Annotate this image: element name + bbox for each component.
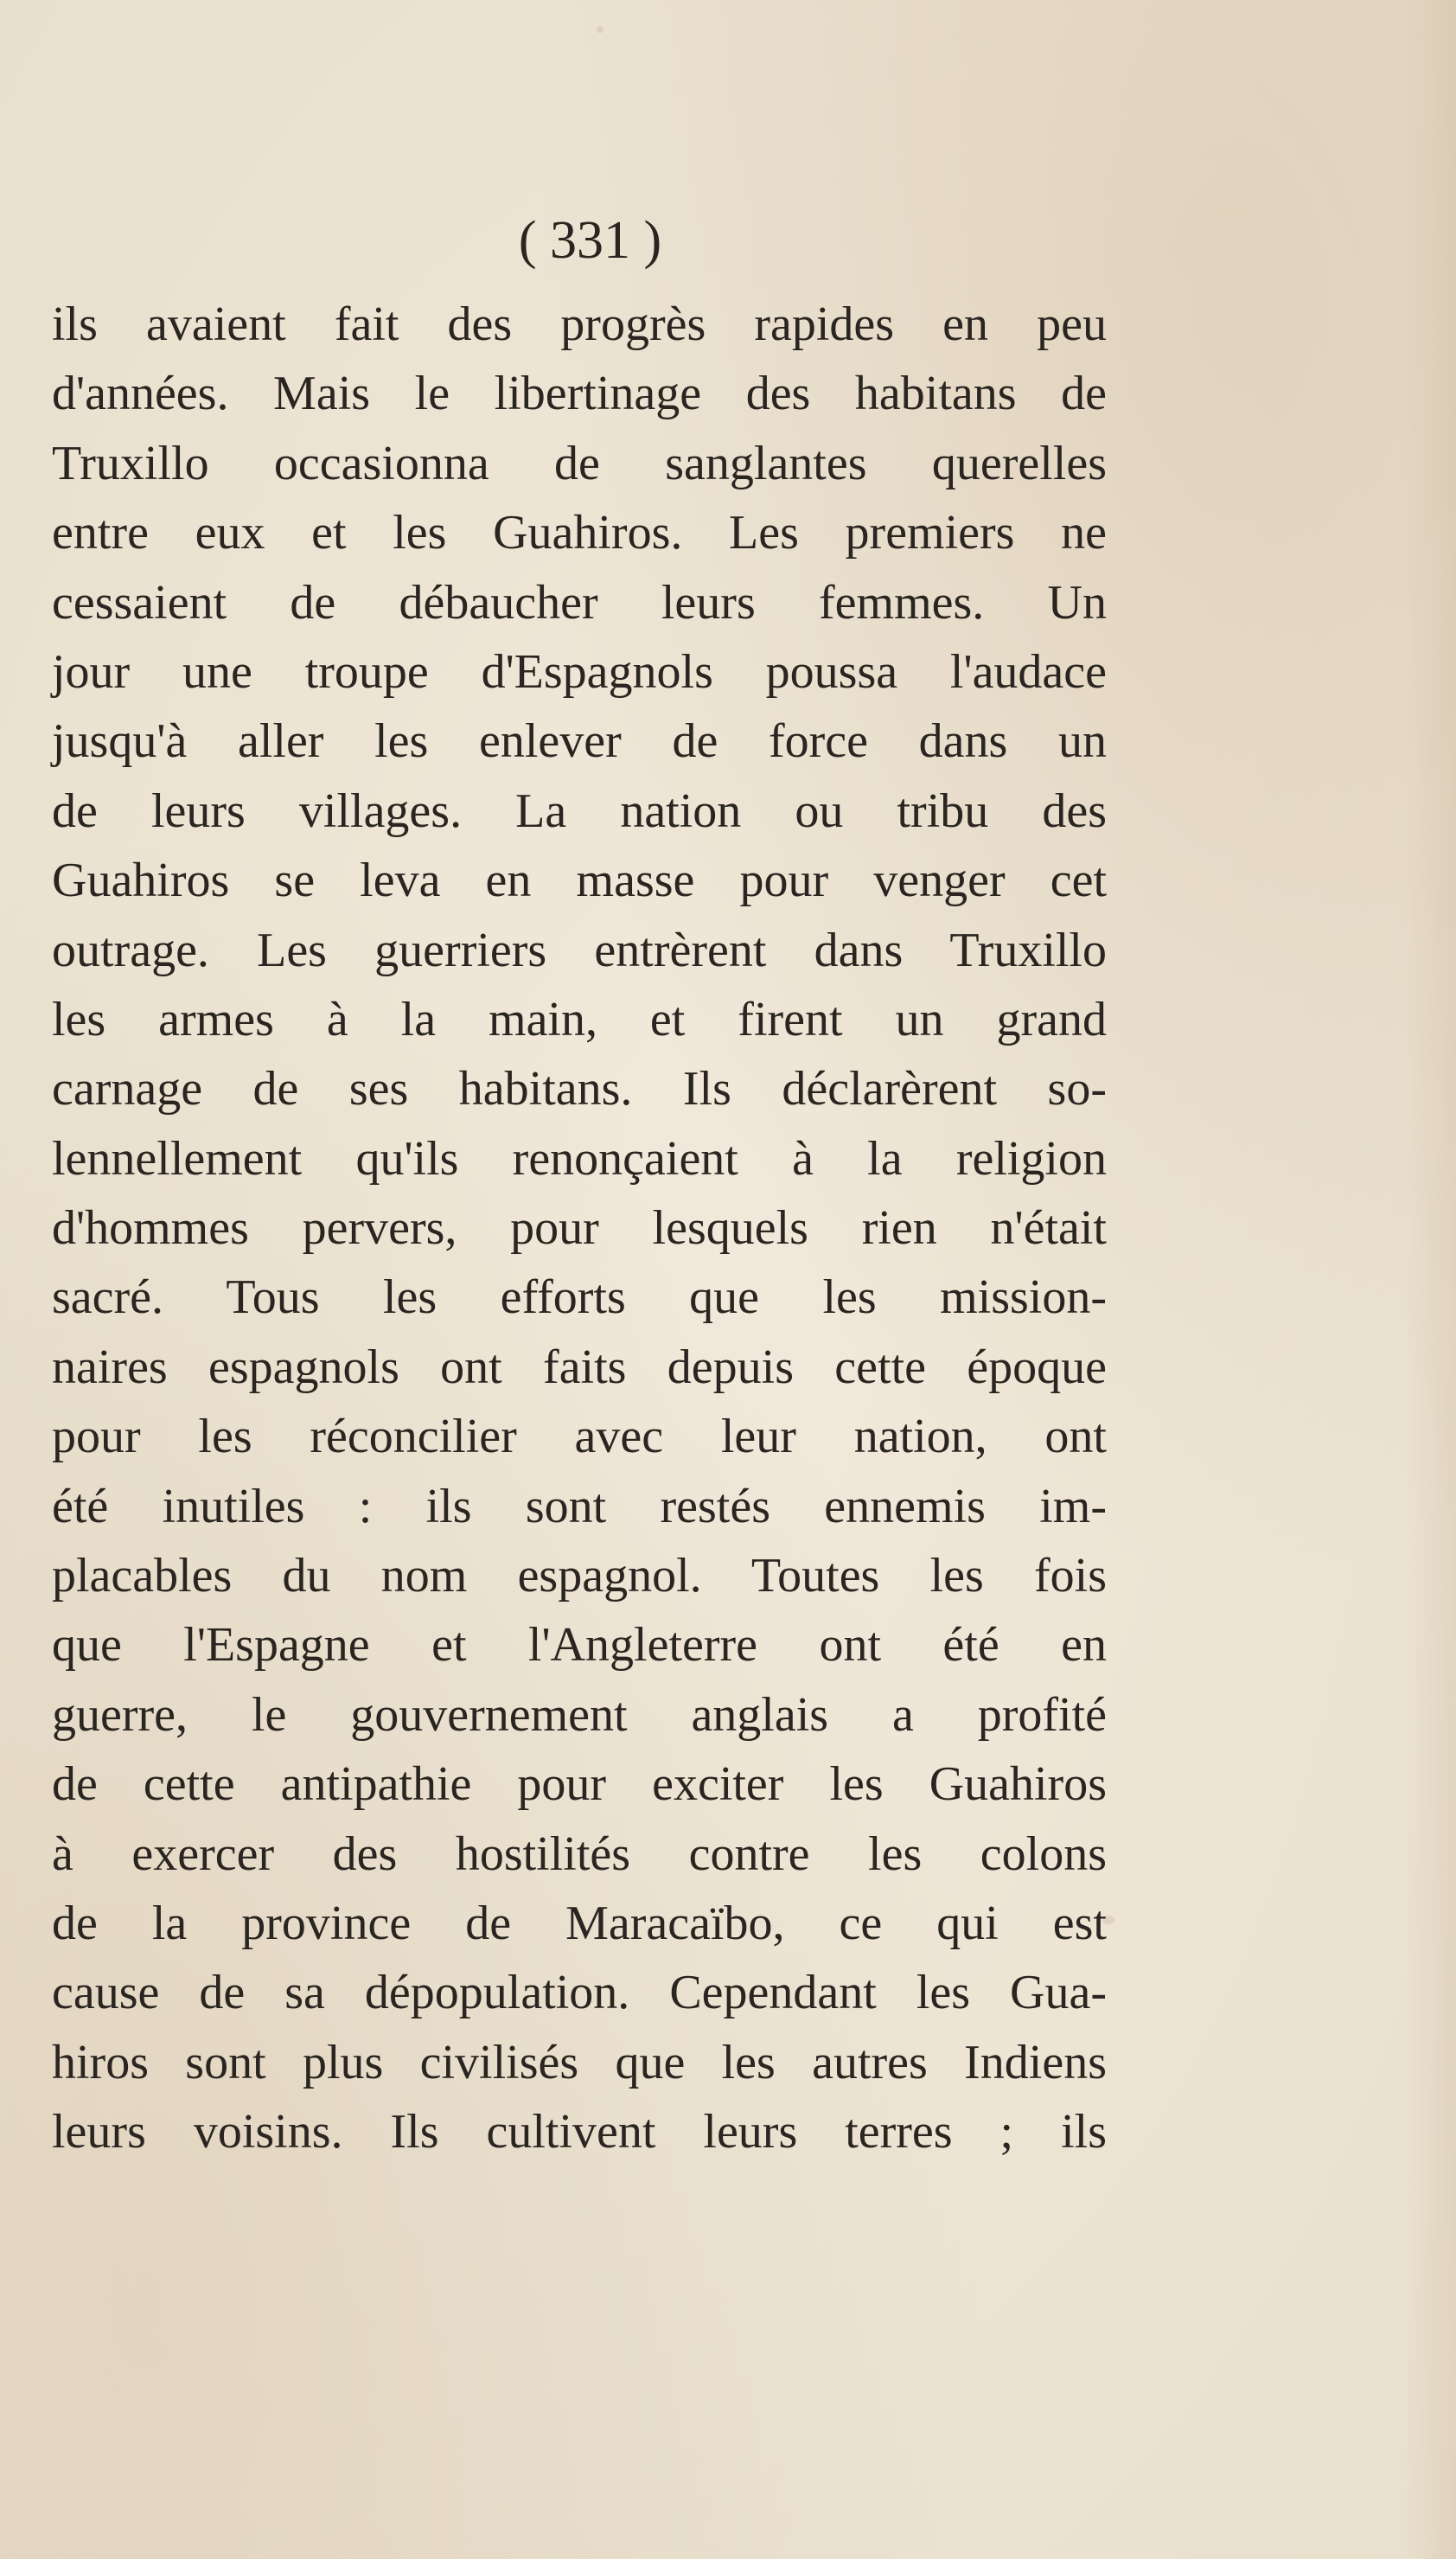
page-number-header: ( 331 ) [518, 211, 662, 270]
text-line: hiros sont plus civilisés que les autres Indiens [52, 2035, 1107, 2089]
text-line: d'années. Mais le libertinage des habitans de [52, 367, 1107, 421]
text-line: que l'Espagne et l'Angleterre ont été en [52, 1618, 1107, 1673]
text-line: outrage. Les guerriers entrèrent dans Truxillo [52, 923, 1107, 977]
text-line: guerre, le gouvernement anglais a profité [52, 1687, 1107, 1742]
page-edge-shadow [1404, 0, 1456, 2559]
text-line: leurs voisins. Ils cultivent leurs terres ; ils [52, 2105, 1107, 2159]
text-line: entre eux et les Guahiros. Les premiers ne [52, 506, 1107, 560]
text-line: carnage de ses habitans. Ils déclarèrent so- [52, 1062, 1107, 1116]
text-line: d'hommes pervers, pour lesquels rien n'était [52, 1201, 1107, 1256]
text-line: placables du nom espagnol. Toutes les fois [52, 1549, 1107, 1603]
text-line: de leurs villages. La nation ou tribu des [52, 784, 1107, 838]
text-line: cessaient de débaucher leurs femmes. Un [52, 575, 1107, 630]
text-line: les armes à la main, et firent un grand [52, 992, 1107, 1046]
text-line: Guahiros se leva en masse pour venger cet [52, 854, 1107, 908]
text-line: ils avaient fait des progrès rapides en peu [52, 297, 1107, 351]
text-line: pour les réconcilier avec leur nation, ont [52, 1410, 1107, 1464]
text-line: cause de sa dépopulation. Cependant les Gua- [52, 1966, 1107, 2020]
body-text [52, 290, 1107, 2167]
text-line: Truxillo occasionna de sanglantes querelles [52, 436, 1107, 490]
paper-stain [597, 26, 603, 33]
text-line: jour une troupe d'Espagnols poussa l'audace [52, 644, 1107, 699]
text-line: à exercer des hostilités contre les colons [52, 1826, 1107, 1881]
text-line: été inutiles : ils sont restés ennemis im- [52, 1479, 1107, 1533]
text-line: de cette antipathie pour exciter les Guahiros [52, 1757, 1107, 1812]
text-line: sacré. Tous les efforts que les mission- [52, 1270, 1107, 1325]
text-line: jusqu'à aller les enlever de force dans un [52, 714, 1107, 769]
text-line: naires espagnols ont faits depuis cette époque [52, 1340, 1107, 1394]
text-line: lennellement qu'ils renonçaient à la religion [52, 1131, 1107, 1186]
text-line: de la province de Maracaïbo, ce qui est [52, 1896, 1107, 1950]
